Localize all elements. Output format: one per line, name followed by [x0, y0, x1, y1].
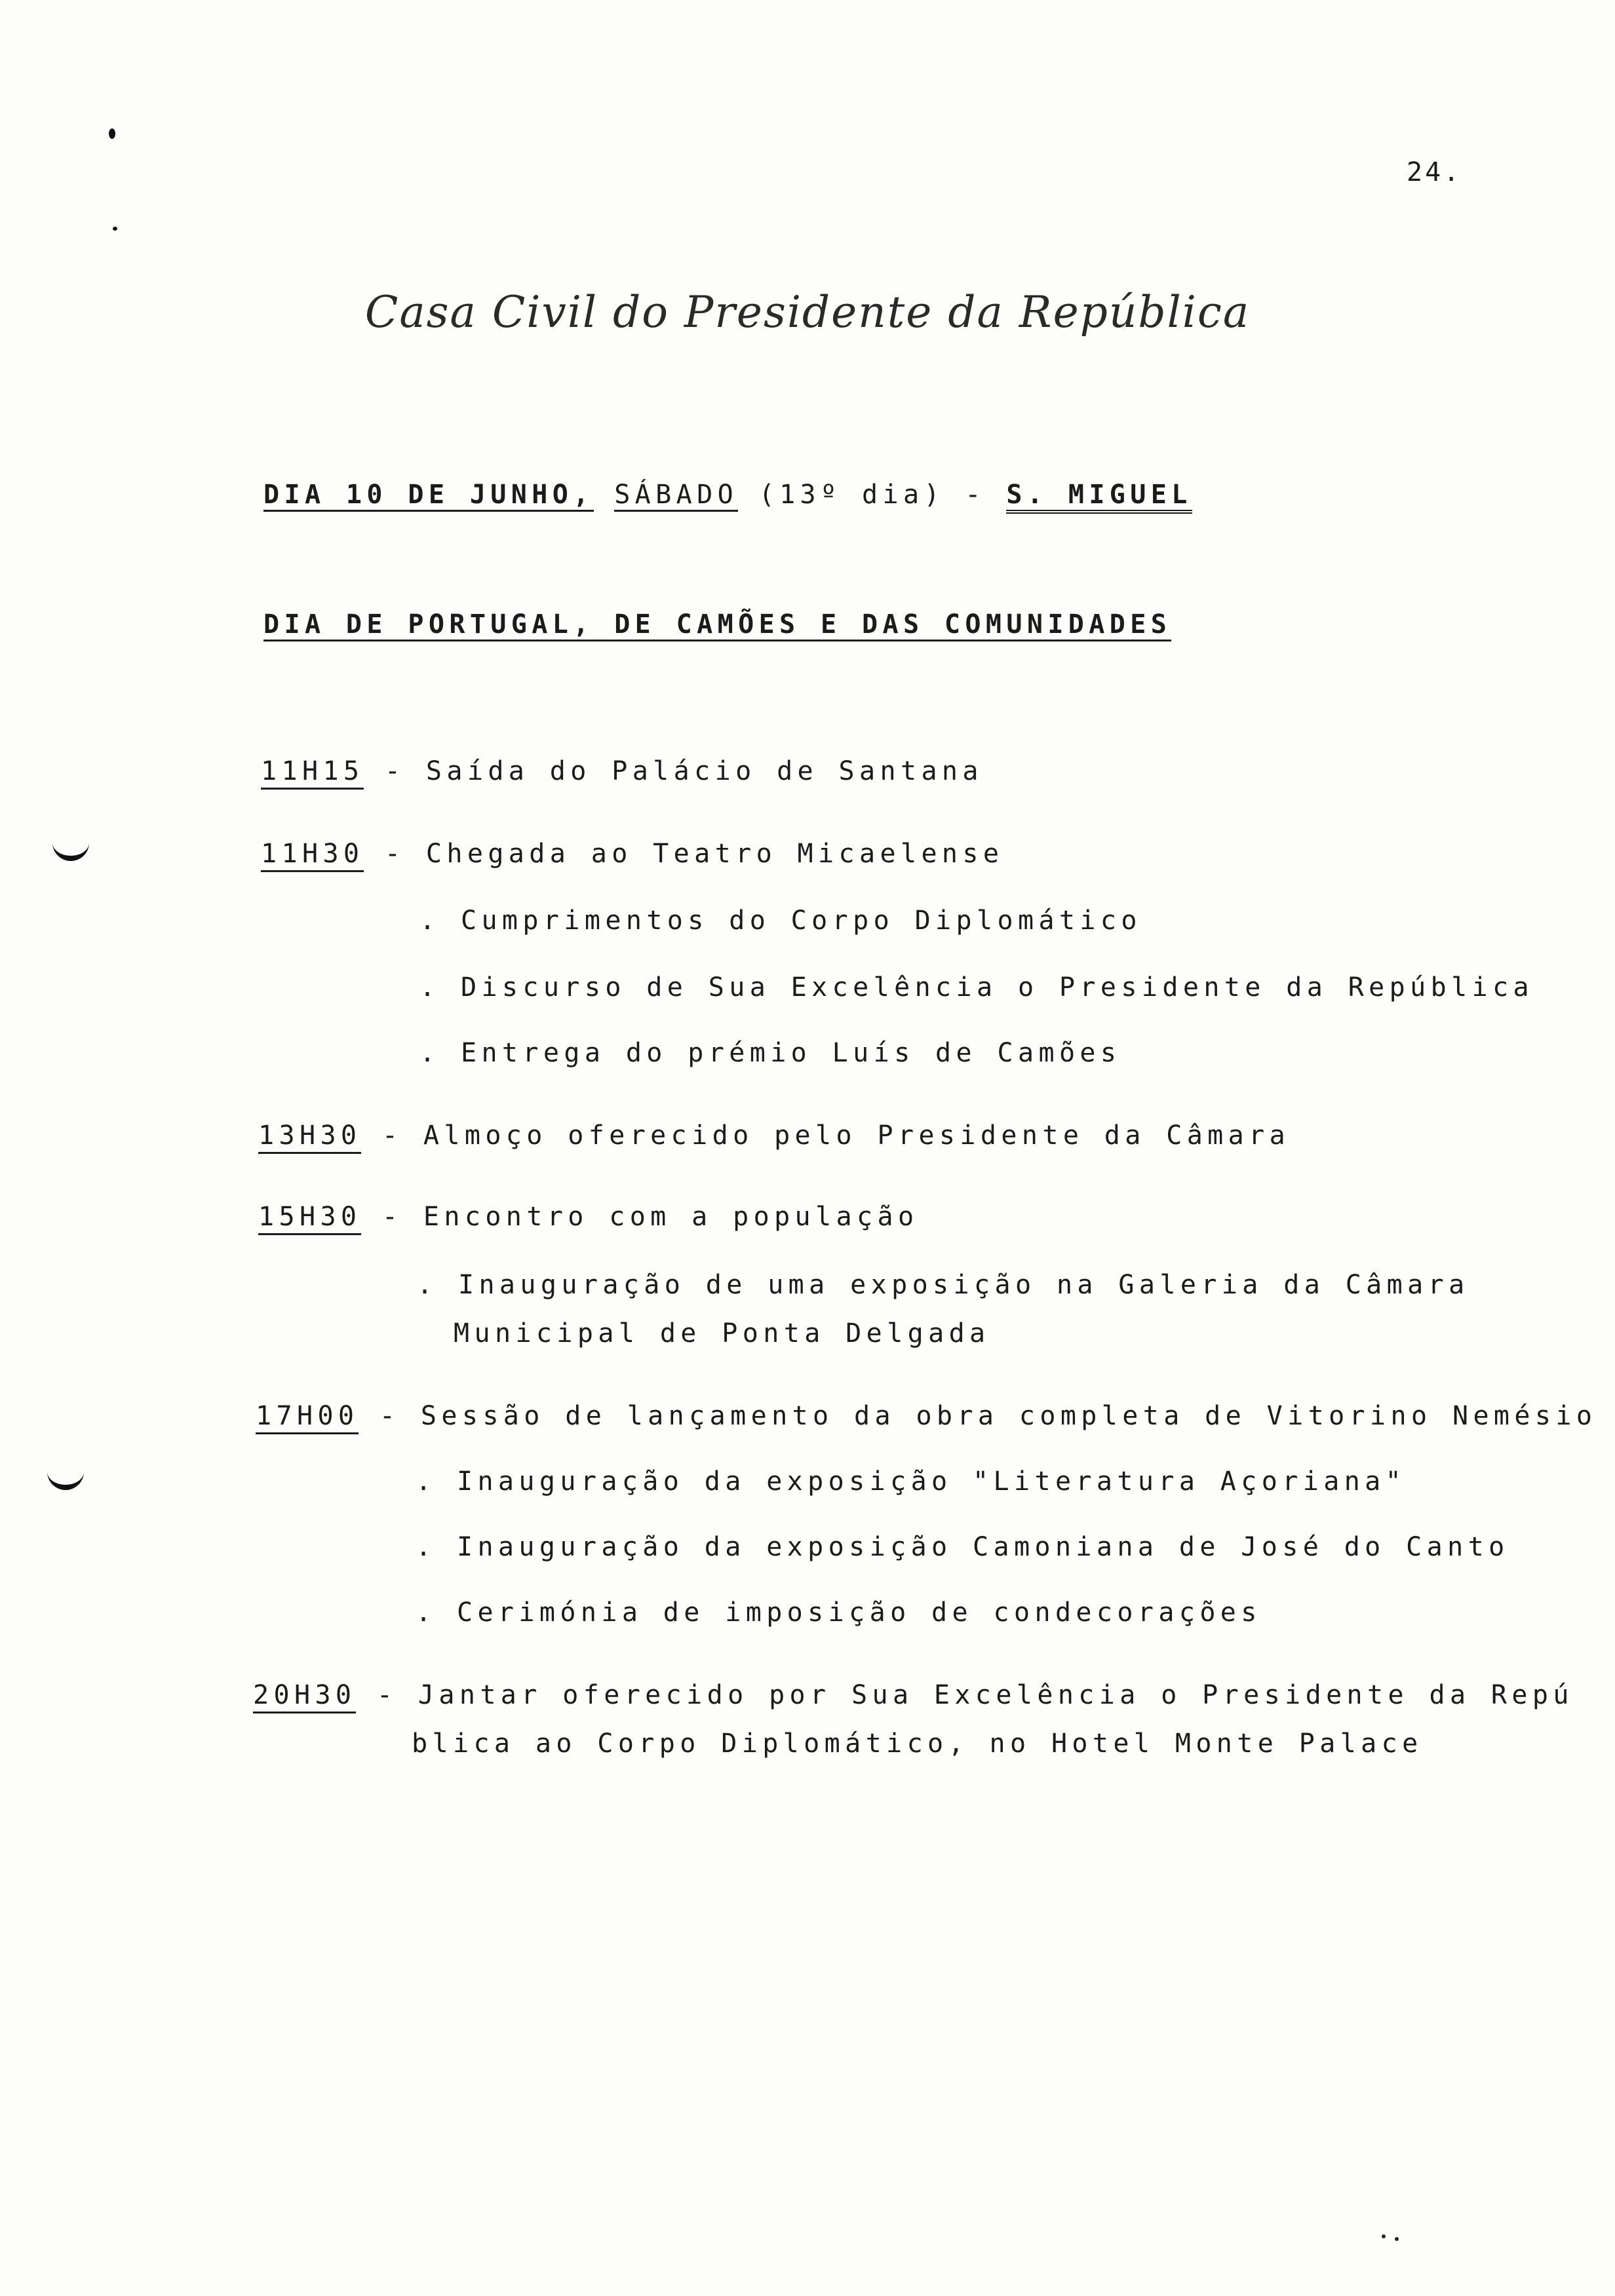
schedule-bullet: . Cumprimentos do Corpo Diplomático — [419, 906, 1142, 936]
heading-date-line — [263, 480, 1192, 510]
schedule-row — [253, 1680, 1574, 1710]
heading-occasion — [263, 609, 1171, 640]
scan-dot — [109, 128, 115, 139]
schedule-bullet: . Discurso de Sua Excelência o Presidente da República — [419, 972, 1534, 1003]
heading-day-count: (13º dia) - — [758, 480, 986, 510]
scan-speck — [1395, 2237, 1399, 2241]
schedule-time: 11H15 — [261, 756, 364, 790]
schedule-bullet: . Inauguração de uma exposição na Galeria da Câmara — [417, 1270, 1469, 1300]
heading-weekday: SÁBADO — [614, 480, 738, 512]
schedule-time: 11H30 — [261, 839, 364, 872]
schedule-bullet: . Entrega do prémio Luís de Camões — [419, 1038, 1121, 1068]
letterhead: Casa Civil do Presidente da República — [364, 287, 1251, 337]
punch-hole-mark — [47, 1463, 84, 1490]
heading-occasion-text: DIA DE PORTUGAL, DE CAMÕES E DAS COMUNIDADES — [263, 609, 1171, 641]
schedule-time: 13H30 — [258, 1120, 361, 1154]
scan-speck — [1382, 2234, 1386, 2238]
punch-hole-mark — [52, 833, 89, 861]
schedule-text: - Almoço oferecido pelo Presidente da Câmara — [381, 1120, 1291, 1151]
heading-place: S. MIGUEL — [1006, 480, 1192, 514]
schedule-row — [258, 1120, 1290, 1151]
schedule-bullet: . Inauguração da exposição Camoniana de José do Canto — [416, 1532, 1509, 1562]
schedule-time: 17H00 — [256, 1401, 359, 1434]
schedule-text: - Sessão de lançamento da obra completa de Vitorino Nemésio — [379, 1401, 1597, 1431]
schedule-text: - Encontro com a população — [381, 1202, 919, 1232]
schedule-text: - Chegada ao Teatro Micaelense — [384, 839, 1004, 869]
schedule-row — [256, 1401, 1597, 1431]
schedule-row — [261, 756, 983, 786]
schedule-bullet: . Inauguração da exposição "Literatura Açoriana" — [416, 1466, 1407, 1497]
schedule-row — [258, 1202, 918, 1232]
schedule-bullet-continuation: blica ao Corpo Diplomático, no Hotel Monte Palace — [412, 1729, 1423, 1759]
schedule-bullet-continuation: Municipal de Ponta Delgada — [454, 1318, 990, 1349]
page-number: 24. — [1407, 157, 1462, 187]
schedule-text: - Jantar oferecido por Sua Excelência o Presidente da Repú — [376, 1680, 1574, 1710]
schedule-time: 20H30 — [253, 1680, 356, 1713]
schedule-bullet: . Cerimónia de imposição de condecorações — [416, 1598, 1262, 1628]
heading-date: DIA 10 DE JUNHO, — [263, 480, 594, 512]
schedule-row — [261, 839, 1003, 869]
schedule-time: 15H30 — [258, 1202, 361, 1235]
scan-dot — [113, 227, 117, 231]
schedule-text: - Saída do Palácio de Santana — [384, 756, 983, 786]
